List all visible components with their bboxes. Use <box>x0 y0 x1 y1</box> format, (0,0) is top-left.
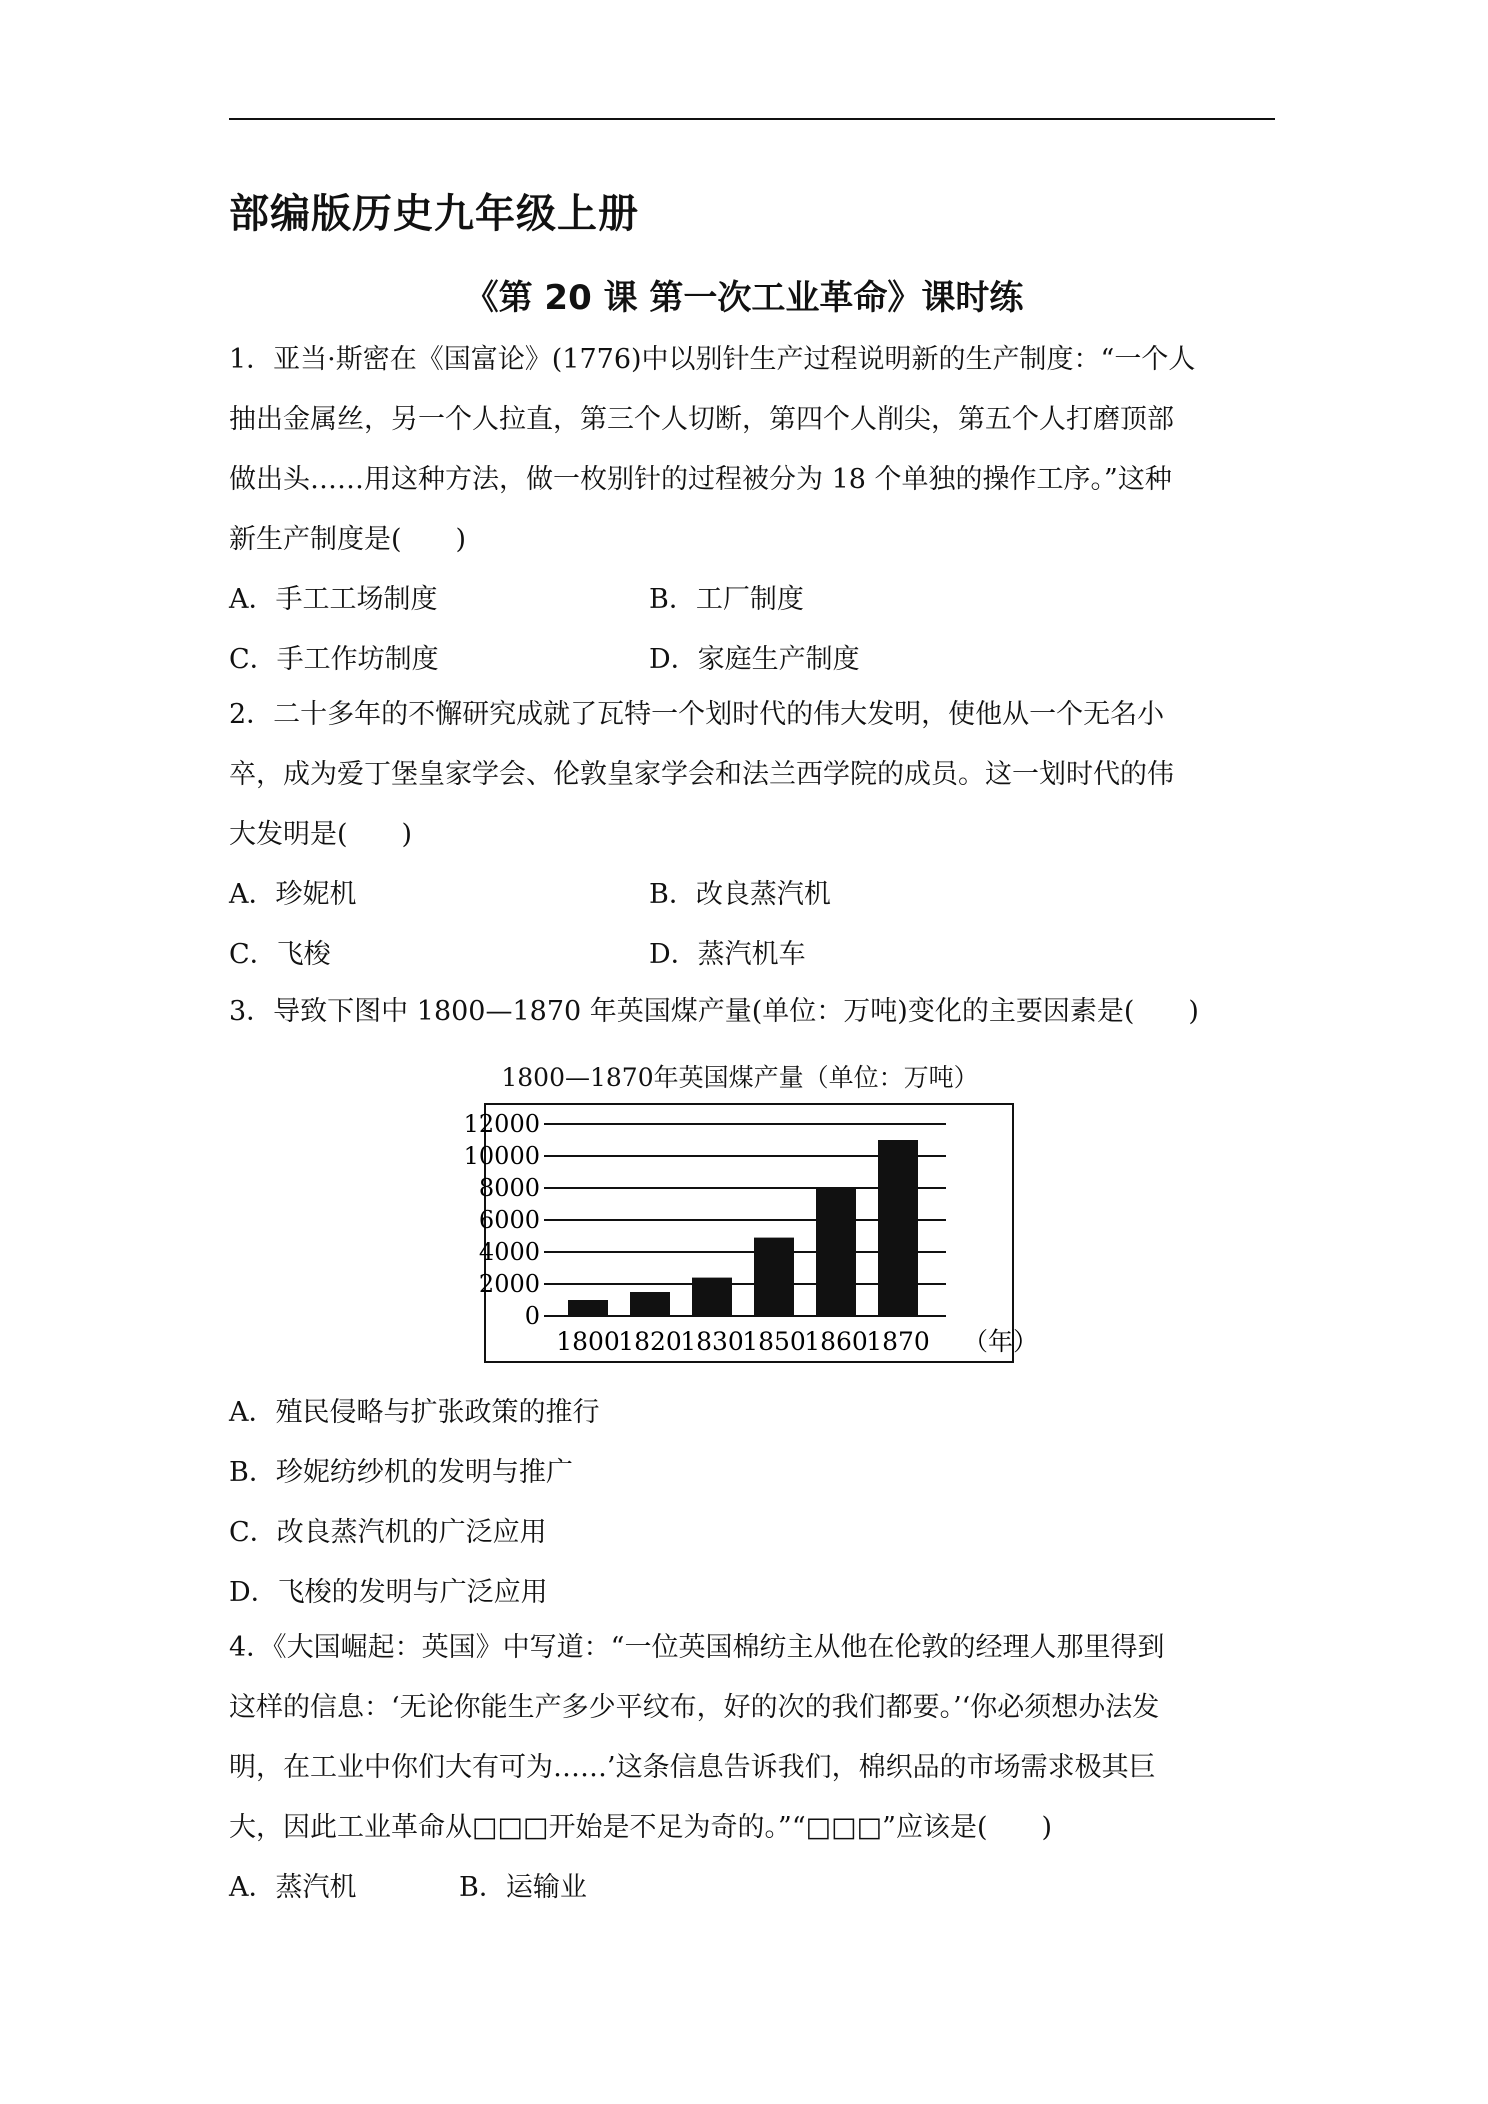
question-1-options-row <box>229 630 1275 690</box>
x-tick-label-1860: 1860 <box>804 1327 868 1356</box>
question-4-line: 大，因此工业革命从□□□开始是不足为奇的。”“□□□”应该是( ) <box>229 1812 1053 1843</box>
question-3-options <box>229 1383 1275 1623</box>
bar-1860 <box>816 1188 856 1316</box>
question-2-option-c[interactable]: C．飞梭 <box>229 939 331 970</box>
question-3-option-a[interactable]: A．殖民侵略与扩张政策的推行 <box>229 1397 600 1428</box>
x-tick-label-1850: 1850 <box>742 1327 806 1356</box>
bar-1800 <box>568 1300 608 1316</box>
question-3-option-c[interactable]: C．改良蒸汽机的广泛应用 <box>229 1517 547 1548</box>
y-tick-label-6000: 6000 <box>478 1206 540 1234</box>
question-1-line: 抽出金属丝，另一个人拉直，第三个人切断，第四个人削尖，第五个人打磨顶部 <box>229 404 1174 435</box>
question-2-line: 卒，成为爱丁堡皇家学会、伦敦皇家学会和法兰西学院的成员。这一划时代的伟 <box>229 759 1174 790</box>
y-tick-label-8000: 8000 <box>478 1174 540 1202</box>
question-1-option-c[interactable]: C．手工作坊制度 <box>229 644 439 675</box>
y-tick-label-2000: 2000 <box>478 1270 540 1298</box>
lesson-title: 《第 20 课 第一次工业革命》课时练 <box>464 278 1024 318</box>
x-unit-label: （年） <box>963 1327 1039 1356</box>
question-1-line: 1．亚当·斯密在《国富论》(1776)中以别针生产过程说明新的生产制度：“一个人 <box>229 344 1196 375</box>
coal-output-chart <box>463 1058 1039 1366</box>
question-3-option-b[interactable]: B．珍妮纺纱机的发明与推广 <box>229 1457 573 1488</box>
bar-1870 <box>878 1140 918 1316</box>
y-tick-label-12000: 12000 <box>463 1110 540 1138</box>
y-tick-label-10000: 10000 <box>463 1142 540 1170</box>
question-1 <box>229 330 1275 690</box>
x-tick-label-1800: 1800 <box>556 1327 620 1356</box>
question-4-option-b[interactable]: B．运输业 <box>459 1872 587 1903</box>
question-4-line: 明，在工业中你们大有可为……’这条信息告诉我们，棉织品的市场需求极其巨 <box>229 1752 1156 1783</box>
bar-1830 <box>692 1278 732 1316</box>
question-4-option-a[interactable]: A．蒸汽机 <box>229 1872 357 1903</box>
question-4 <box>229 1618 1275 1918</box>
question-2-option-a[interactable]: A．珍妮机 <box>229 879 357 910</box>
header-rule <box>229 118 1275 120</box>
question-2-options-row <box>229 865 1275 925</box>
question-1-option-b[interactable]: B．工厂制度 <box>649 584 804 615</box>
question-1-line: 做出头……用这种方法，做一枚别针的过程被分为 18 个单独的操作工序。”这种 <box>229 464 1172 495</box>
question-3-line: 3．导致下图中 1800—1870 年英国煤产量(单位：万吨)变化的主要因素是( ) <box>229 996 1199 1027</box>
x-tick-label-1830: 1830 <box>680 1327 744 1356</box>
question-4-line: 4．《大国崛起：英国》中写道：“一位英国棉纺主从他在伦敦的经理人那里得到 <box>229 1632 1165 1663</box>
chart-plot <box>463 1058 1039 1366</box>
question-1-option-d[interactable]: D．家庭生产制度 <box>649 644 860 675</box>
y-tick-label-4000: 4000 <box>478 1238 540 1266</box>
bar-1820 <box>630 1292 670 1316</box>
chart-title: 1800—1870年英国煤产量（单位：万吨） <box>501 1063 979 1092</box>
question-4-options-row <box>229 1858 1275 1918</box>
question-2-option-d[interactable]: D．蒸汽机车 <box>649 939 806 970</box>
question-2 <box>229 685 1275 985</box>
question-3 <box>229 982 1275 1042</box>
question-2-options-row <box>229 925 1275 985</box>
question-2-option-b[interactable]: B．改良蒸汽机 <box>649 879 831 910</box>
y-tick-label-0: 0 <box>524 1302 540 1330</box>
x-tick-label-1820: 1820 <box>618 1327 682 1356</box>
question-3-option-d[interactable]: D．飞梭的发明与广泛应用 <box>229 1577 548 1608</box>
question-1-option-a[interactable]: A．手工工场制度 <box>229 584 438 615</box>
question-2-line: 大发明是( ) <box>229 819 413 850</box>
x-tick-label-1870: 1870 <box>866 1327 930 1356</box>
bar-1850 <box>754 1238 794 1316</box>
question-1-line: 新生产制度是( ) <box>229 524 467 555</box>
question-4-line: 这样的信息：‘无论你能生产多少平纹布，好的次的我们都要。’‘你必须想办法发 <box>229 1692 1160 1723</box>
series-title: 部编版历史九年级上册 <box>229 191 639 237</box>
question-1-options-row <box>229 570 1275 630</box>
chart-frame <box>485 1104 1013 1362</box>
question-2-line: 2．二十多年的不懈研究成就了瓦特一个划时代的伟大发明，使他从一个无名小 <box>229 699 1165 730</box>
